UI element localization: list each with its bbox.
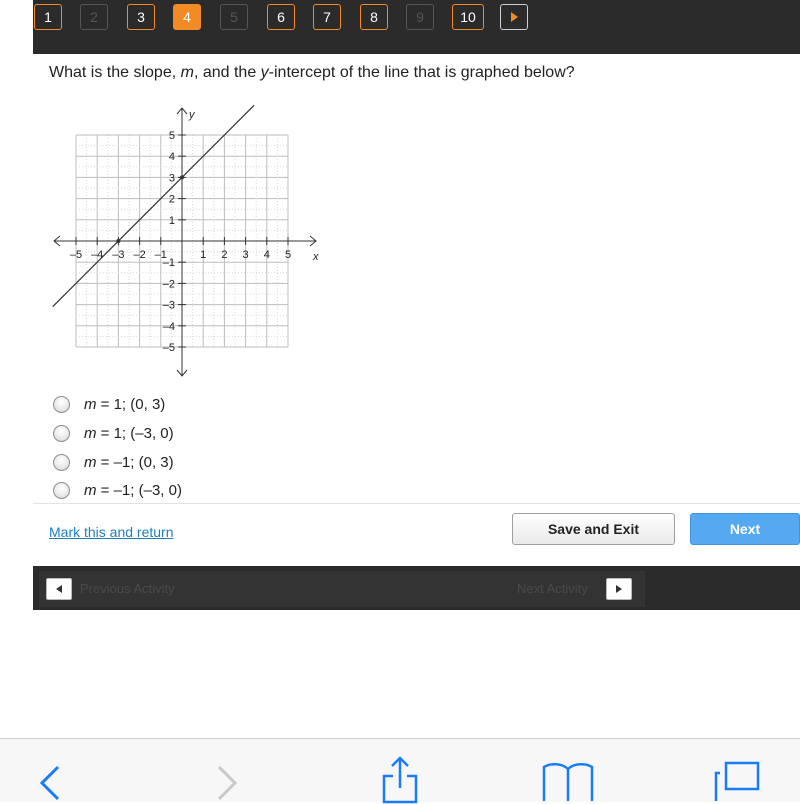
coordinate-graph [48, 102, 328, 382]
choice-1[interactable] [53, 393, 165, 415]
browser-toolbar [0, 738, 800, 802]
question-3-button[interactable]: 3 [127, 4, 155, 30]
radio-button[interactable] [53, 482, 70, 499]
next-question-button[interactable] [500, 4, 528, 30]
x-tick-label: 1 [200, 249, 207, 261]
graphed-line [53, 105, 254, 306]
x-tick-label: –2 [133, 249, 146, 261]
bookmarks-icon[interactable] [540, 761, 596, 801]
next-activity-label: Next Activity [517, 581, 588, 596]
y-tick-label: 2 [168, 193, 175, 206]
y-tick-label: –2 [162, 278, 175, 291]
question-5-button: 5 [220, 4, 248, 30]
forward-icon [213, 763, 241, 803]
choice-4[interactable] [53, 479, 182, 501]
share-icon[interactable] [380, 754, 420, 804]
previous-activity-button[interactable] [46, 578, 72, 600]
y-tick-label: 1 [168, 214, 175, 227]
question-8-button[interactable]: 8 [360, 4, 388, 30]
x-tick-label: 2 [221, 249, 228, 261]
x-tick-label: 3 [242, 249, 249, 261]
chevron-right-icon [616, 585, 622, 593]
choice-label: m = –1; (0, 3) [84, 453, 174, 471]
y-tick-label: 3 [168, 172, 175, 185]
choice-2[interactable] [53, 422, 174, 444]
choice-3[interactable] [53, 451, 174, 473]
play-arrow-icon [511, 12, 518, 22]
x-tick-label: –1 [154, 249, 167, 261]
y-axis-label: y [189, 109, 195, 121]
x-axis-label: x [313, 251, 319, 263]
next-activity-button[interactable] [606, 578, 632, 600]
question-4-button[interactable]: 4 [173, 4, 201, 30]
y-tick-label: 4 [168, 151, 175, 164]
radio-button[interactable] [53, 396, 70, 413]
tabs-icon[interactable] [712, 759, 764, 801]
x-tick-label: 4 [263, 249, 270, 261]
question-6-button[interactable]: 6 [267, 4, 295, 30]
x-tick-label: –4 [91, 249, 104, 261]
choice-label: m = 1; (0, 3) [84, 395, 166, 413]
chevron-left-icon [56, 585, 62, 593]
intercept-point [116, 239, 120, 243]
radio-button[interactable] [53, 425, 70, 442]
x-tick-label: –5 [69, 249, 83, 261]
y-tick-label: –3 [162, 299, 175, 312]
y-tick-label: 5 [168, 130, 175, 142]
x-tick-label: 5 [284, 249, 292, 261]
radio-button[interactable] [53, 454, 70, 471]
y-tick-label: –4 [162, 320, 175, 333]
choice-label: m = 1; (–3, 0) [84, 424, 174, 442]
mark-and-return-link[interactable]: Mark this and return [49, 524, 174, 540]
question-9-button: 9 [406, 4, 434, 30]
intercept-point [180, 175, 184, 179]
back-icon[interactable] [36, 763, 64, 803]
question-7-button[interactable]: 7 [313, 4, 341, 30]
question-text: What is the slope, m, and the y-intercept of the line that is graphed below? [49, 64, 575, 81]
choice-label: m = –1; (–3, 0) [84, 481, 182, 499]
save-and-exit-button[interactable]: Save and Exit [512, 513, 675, 545]
question-10-button[interactable]: 10 [452, 4, 484, 30]
next-button[interactable]: Next [690, 513, 800, 545]
question-1-button[interactable]: 1 [34, 4, 62, 30]
y-tick-label: –5 [162, 342, 175, 354]
previous-activity-label: Previous Activity [80, 581, 175, 596]
x-tick-label: –3 [112, 249, 125, 261]
y-tick-label: –1 [162, 257, 175, 270]
question-2-button: 2 [80, 4, 108, 30]
